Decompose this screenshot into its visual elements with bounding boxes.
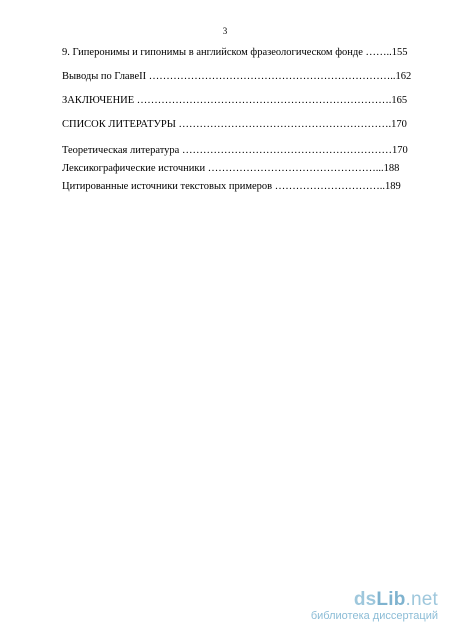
dslib-logo: dsLib.net [353, 589, 438, 610]
toc-entry-bibliography: СПИСОК ЛИТЕРАТУРЫ …………………………………………………….170 [62, 119, 407, 130]
page-number: 3 [222, 26, 228, 36]
toc-entry-hyperonyms: 9. Гиперонимы и гипонимы в английском фразеологическом фонде ……..155 [62, 47, 408, 58]
toc-entry-conclusion: ЗАКЛЮЧЕНИЕ ……………………………………………………………….165 [62, 95, 408, 106]
dslib-watermark [311, 590, 438, 623]
dslib-subtitle: библиотека диссертаций [310, 610, 438, 622]
toc-entry-theoretical-literature: Теоретическая литература ……………………………………………………170 [62, 145, 408, 156]
toc-entry-chapter-conclusions: Выводы по ГлавеII ……………………………………………………………..162 [62, 71, 412, 82]
toc-entry-cited-sources: Цитированные источники текстовых примеров …………………………..189 [62, 181, 401, 192]
toc-entry-lexicographic-sources: Лексикографические источники …………………………………………...188 [62, 163, 400, 174]
